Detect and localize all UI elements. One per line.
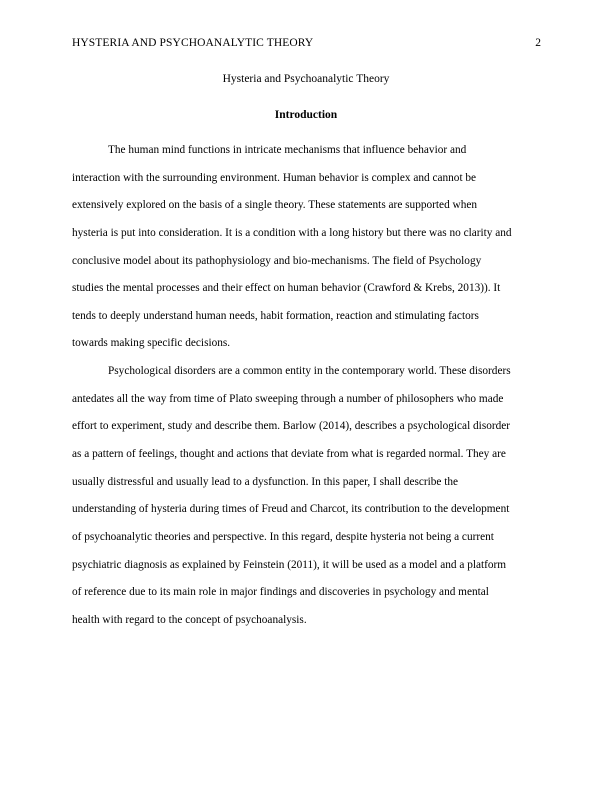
paragraph-2 — [72, 358, 540, 634]
paragraph-line: studies the mental processes and their effect on human behavior (Crawford & Krebs, 2013)). It — [72, 282, 501, 295]
paragraph-line: The human mind functions in intricate mechanisms that influence behavior and — [108, 144, 467, 156]
paragraph-line: conclusive model about its pathophysiology and bio-mechanisms. The field of Psychology — [72, 254, 482, 267]
paragraph-line: antedates all the way from time of Plato sweeping through a number of philosophers who made — [72, 392, 504, 405]
paragraph-line: tends to deeply understand human needs, habit formation, reaction and stimulating factors — [72, 309, 479, 322]
paragraph-line: as a pattern of feelings, thought and actions that deviate from what is regarded normal. They are — [72, 448, 506, 461]
body-text — [72, 137, 540, 635]
paragraph-line: towards making specific decisions. — [72, 337, 231, 350]
paragraph-1 — [72, 137, 540, 358]
section-heading: Introduction — [274, 109, 338, 121]
paragraph-line: effort to experiment, study and describe them. Barlow (2014), describes a psychological disorder — [72, 420, 511, 433]
paragraph-line: usually distressful and usually lead to a dysfunction. In this paper, I shall describe the — [72, 475, 459, 488]
paragraph-line: interaction with the surrounding environment. Human behavior is complex and cannot be — [72, 171, 477, 184]
paragraph-line: Psychological disorders are a common entity in the contemporary world. These disorders — [108, 365, 511, 378]
paragraph-line: psychiatric diagnosis as explained by Feinstein (2011), it will be used as a model and a platform — [72, 558, 507, 571]
page-number: 2 — [535, 37, 541, 49]
document-title: Hysteria and Psychoanalytic Theory — [222, 73, 390, 85]
paragraph-line: hysteria is put into consideration. It is a condition with a long history but there was no clarity and — [72, 226, 512, 239]
paragraph-line: of psychoanalytic theories and perspective. In this regard, despite hysteria not being a current — [72, 530, 494, 543]
paragraph-line: of reference due to its main role in major findings and discoveries in psychology and mental — [72, 586, 489, 599]
paragraph-line: health with regard to the concept of psychoanalysis. — [72, 613, 307, 626]
paragraph-line: extensively explored on the basis of a single theory. These statements are supported when — [72, 199, 478, 212]
paragraph-line: understanding of hysteria during times of Freud and Charcot, its contribution to the development — [72, 503, 510, 516]
running-head: HYSTERIA AND PSYCHOANALYTIC THEORY — [72, 37, 314, 49]
